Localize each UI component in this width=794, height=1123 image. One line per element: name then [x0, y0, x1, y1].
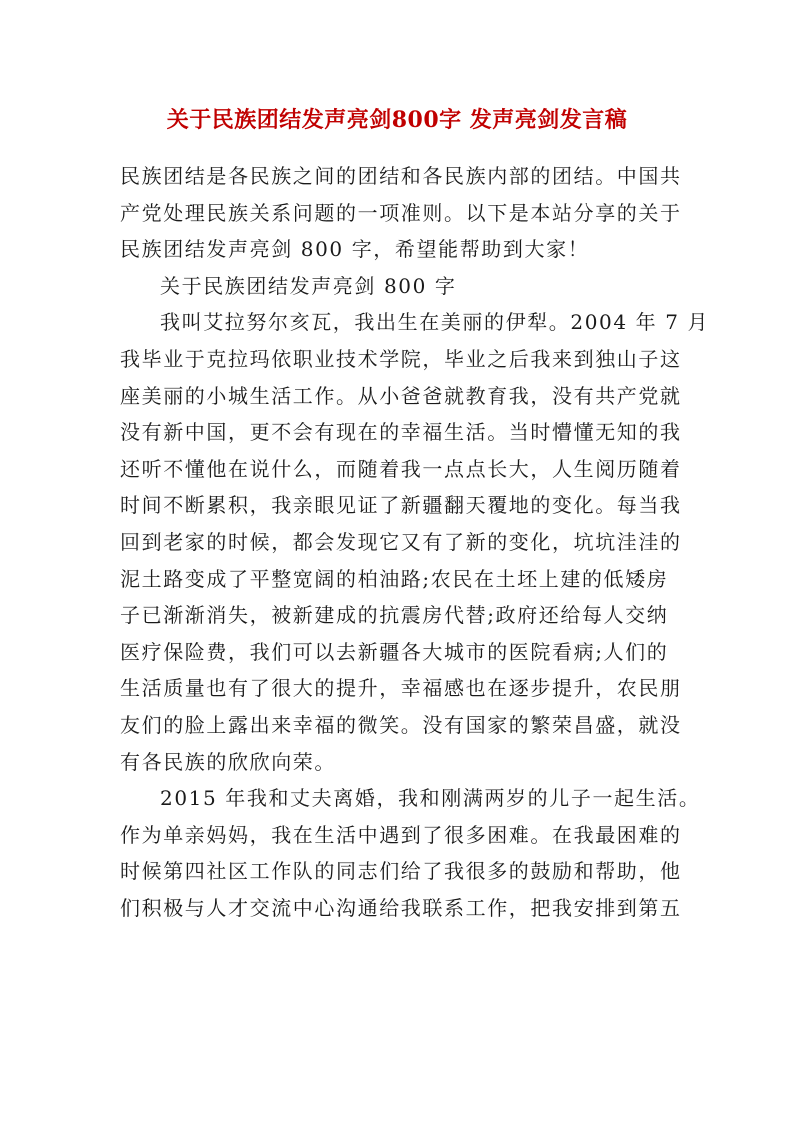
paragraph-line: 医疗保险费，我们可以去新疆各大城市的医院看病;人们的	[120, 639, 669, 664]
paragraph-line: 作为单亲妈妈，我在生活中遇到了很多困难。在我最困难的	[120, 822, 682, 847]
paragraph-line: 回到老家的时候，都会发现它又有了新的变化，坑坑洼洼的	[120, 529, 682, 554]
paragraph-line: 产党处理民族关系问题的一项准则。以下是本站分享的关于	[120, 200, 682, 225]
paragraph-line: 时间不断累积，我亲眼见证了新疆翻天覆地的变化。每当我	[120, 493, 682, 518]
paragraph-line: 们积极与人才交流中心沟通给我联系工作，把我安排到第五	[120, 895, 682, 920]
section-heading: 关于民族团结发声亮剑 800 字	[160, 273, 457, 298]
document-body	[120, 158, 710, 926]
paragraph-line: 我叫艾拉努尔亥瓦，我出生在美丽的伊犁。2004 年 7 月	[160, 310, 710, 335]
paragraph-line: 子已渐渐消失，被新建成的抗震房代替;政府还给每人交纳	[120, 603, 669, 628]
paragraph-line: 生活质量也有了很大的提升，幸福感也在逐步提升，农民朋	[120, 676, 682, 701]
paragraph-line: 民族团结是各民族之间的团结和各民族内部的团结。中国共	[120, 164, 682, 188]
paragraph-line: 没有新中国，更不会有现在的幸福生活。当时懵懂无知的我	[120, 420, 682, 445]
paragraph-line: 还听不懂他在说什么，而随着我一点点长大，人生阅历随着	[120, 456, 682, 481]
paragraph-line: 我毕业于克拉玛依职业技术学院，毕业之后我来到独山子这	[120, 346, 682, 371]
paragraph-line: 时候第四社区工作队的同志们给了我很多的鼓励和帮助，他	[120, 859, 682, 884]
paragraph-line: 座美丽的小城生活工作。从小爸爸就教育我，没有共产党就	[120, 383, 682, 408]
paragraph-line: 有各民族的欣欣向荣。	[120, 749, 336, 774]
paragraph-line: 2015 年我和丈夫离婚，我和刚满两岁的儿子一起生活。	[160, 786, 701, 811]
paragraph-line: 民族团结发声亮剑 800 字，希望能帮助到大家！	[120, 237, 590, 262]
paragraph-line: 友们的脸上露出来幸福的微笑。没有国家的繁荣昌盛，就没	[120, 712, 682, 737]
document-title: 关于民族团结发声亮剑800字 发声亮剑发言稿	[166, 107, 628, 133]
paragraph-line: 泥土路变成了平整宽阔的柏油路;农民在土坯上建的低矮房	[120, 566, 669, 591]
